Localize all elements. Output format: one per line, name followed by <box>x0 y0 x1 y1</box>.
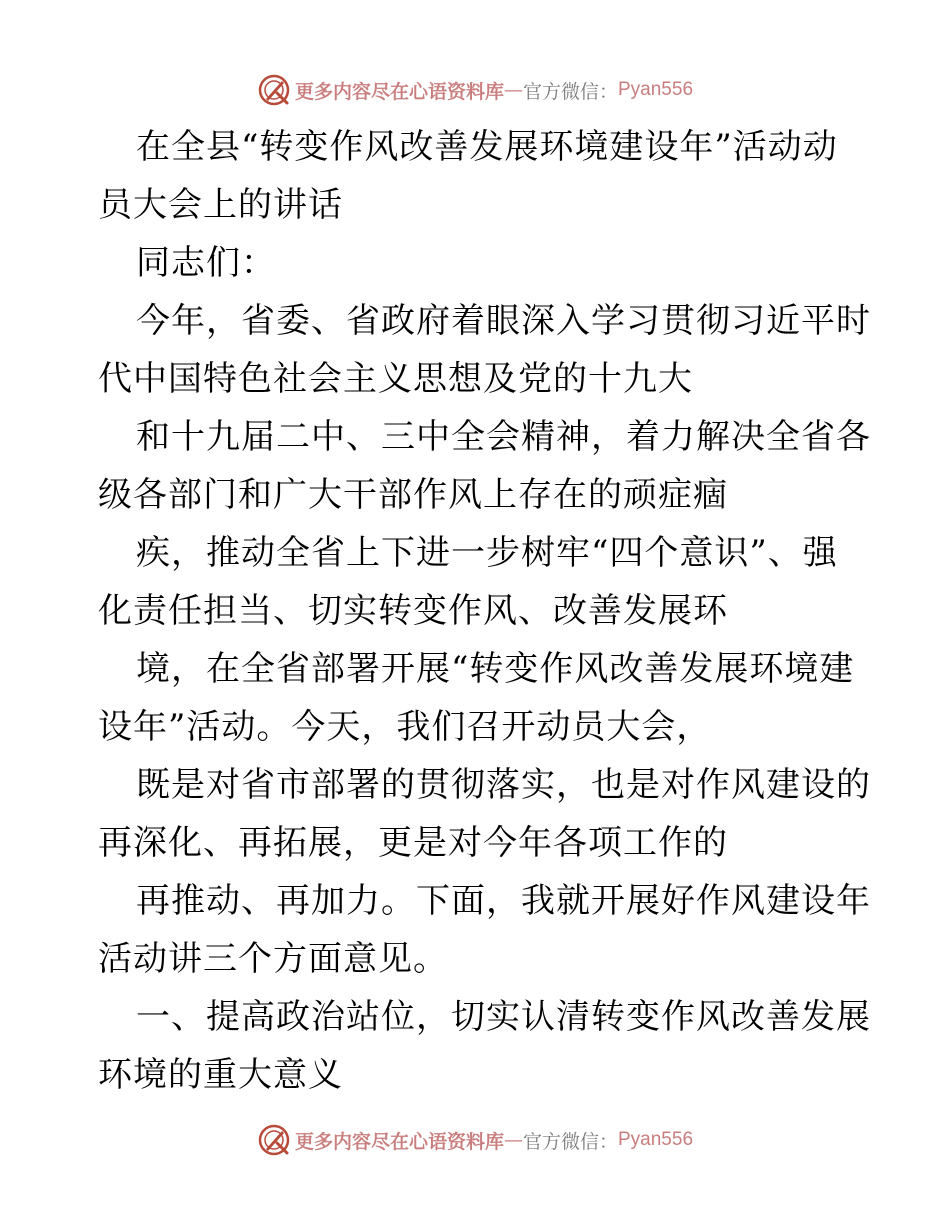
banner-brand: 更多内容尽在心语资料库 <box>294 1130 504 1153</box>
text-line: 代中国特色社会主义思想及党的十九大 <box>98 359 693 399</box>
text-line: 再深化、再拓展，更是对今年各项工作的 <box>98 823 728 863</box>
text-line: 同志们： <box>136 243 276 283</box>
footer-banner <box>0 1120 950 1160</box>
text-line: 今年，省委、省政府着眼深入学习贯彻习近平时 <box>136 301 871 341</box>
text-line: 员大会上的讲话 <box>98 185 343 225</box>
text-line: 一、提高政治站位，切实认清转变作风改善发展 <box>136 997 871 1037</box>
document-body <box>98 118 871 1104</box>
banner-dash: — <box>503 1129 523 1151</box>
text-line: 环境的重大意义 <box>98 1055 343 1095</box>
text-line: 在全县“转变作风改善发展环境建设年”活动动 <box>136 127 838 167</box>
logo-icon <box>257 73 291 107</box>
banner-wechat-label: 官方微信： <box>522 80 618 103</box>
text-line: 化责任担当、切实转变作风、改善发展环 <box>98 591 728 631</box>
text-line: 设年”活动。今天，我们召开动员大会， <box>98 707 712 747</box>
text-line: 疾，推动全省上下进一步树牢“四个意识”、强 <box>136 533 838 573</box>
text-line: 和十九届二中、三中全会精神，着力解决全省各 <box>136 417 871 457</box>
logo-icon <box>257 1123 291 1157</box>
banner-wechat-id: Pyan556 <box>618 1129 694 1150</box>
banner-wechat-id: Pyan556 <box>618 79 694 100</box>
text-line: 级各部门和广大干部作风上存在的顽症痼 <box>98 475 728 515</box>
text-line: 活动讲三个方面意见。 <box>98 939 448 979</box>
text-line: 再推动、再加力。下面，我就开展好作风建设年 <box>136 881 871 921</box>
banner-wechat-label: 官方微信： <box>522 1130 618 1153</box>
banner-dash: — <box>503 79 523 101</box>
header-banner <box>0 70 950 110</box>
text-line: 境，在全省部署开展“转变作风改善发展环境建 <box>136 649 855 689</box>
banner-brand: 更多内容尽在心语资料库 <box>294 80 504 103</box>
text-line: 既是对省市部署的贯彻落实，也是对作风建设的 <box>136 765 871 805</box>
